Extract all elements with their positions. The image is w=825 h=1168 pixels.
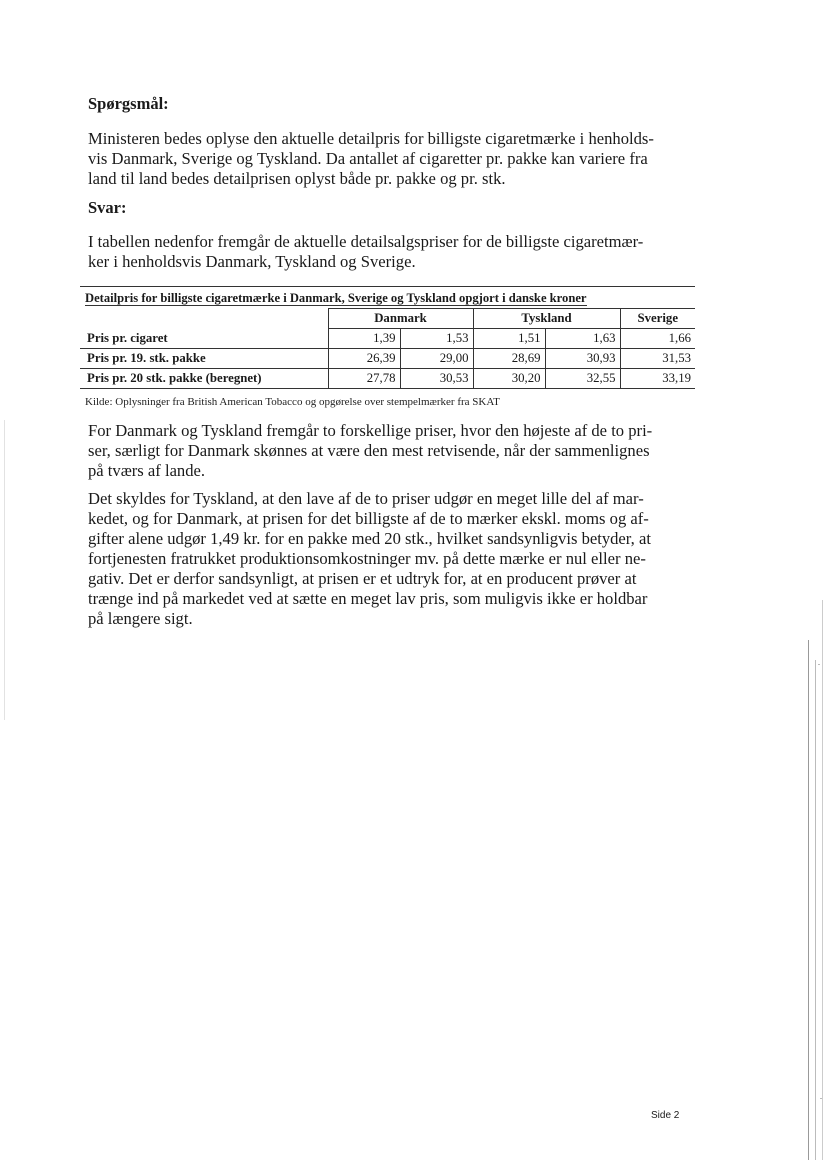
table-cell: 1,53 xyxy=(400,329,473,349)
answer-heading: Svar: xyxy=(88,198,127,217)
table-cell: 30,93 xyxy=(545,349,620,369)
table-cell: 30,20 xyxy=(473,369,545,389)
scan-edge-line xyxy=(822,600,823,1160)
table-cell: 33,19 xyxy=(620,369,695,389)
table-row xyxy=(80,329,695,349)
paragraph-line: på længere sigt. xyxy=(88,609,193,628)
scan-speck xyxy=(4,420,5,720)
table-header-row xyxy=(80,309,695,329)
table-title: Detailpris for billigste cigaretmærke i Danmark, Sverige og Tyskland opgjort i danske kroner xyxy=(85,291,587,305)
answer-intro-line: I tabellen nedenfor fremgår de aktuelle detailsalgspriser for de billigste cigaretmær- xyxy=(88,232,644,251)
question-line: vis Danmark, Sverige og Tyskland. Da antallet af cigaretter pr. pakke kan variere fra xyxy=(88,149,648,168)
price-table-grid xyxy=(80,308,695,389)
table-header-blank xyxy=(80,309,328,329)
table-cell: 27,78 xyxy=(328,369,400,389)
answer-intro-line: ker i henholdsvis Danmark, Tyskland og Sverige. xyxy=(88,252,416,271)
paragraph-2 xyxy=(88,489,688,629)
answer-intro xyxy=(88,232,688,272)
scan-speck xyxy=(820,1098,822,1099)
table-row xyxy=(80,369,695,389)
table-cell: 29,00 xyxy=(400,349,473,369)
question-line: land til land bedes detailprisen oplyst både pr. pakke og pr. stk. xyxy=(88,169,506,188)
question-text xyxy=(88,129,688,189)
page-number: Side 2 xyxy=(651,1110,680,1121)
paragraph-line: gativ. Det er derfor sandsynligt, at prisen er et udtryk for, at en producent prøver at xyxy=(88,569,637,588)
question-heading: Spørgsmål: xyxy=(88,94,169,113)
table-top-rule xyxy=(80,286,695,287)
scan-speck xyxy=(818,664,820,665)
table-cell: 1,63 xyxy=(545,329,620,349)
paragraph-line: trænge ind på markedet ved at sætte en meget lav pris, som muligvis ikke er holdbar xyxy=(88,589,648,608)
paragraph-line: fortjenesten fratrukket produktionsomkostninger mv. på dette mærke er nul eller ne- xyxy=(88,549,646,568)
scan-edge-line xyxy=(808,640,809,1160)
table-cell: 1,39 xyxy=(328,329,400,349)
table-cell: 30,53 xyxy=(400,369,473,389)
paragraph-line: på tværs af lande. xyxy=(88,461,206,480)
paragraph-line: Det skyldes for Tyskland, at den lave af de to priser udgør en meget lille del af mar- xyxy=(88,489,644,508)
paragraph-line: kedet, og for Danmark, at prisen for det billigste af de to mærker ekskl. moms og af- xyxy=(88,509,649,528)
table-header-sverige: Sverige xyxy=(620,309,695,329)
table-cell: 28,69 xyxy=(473,349,545,369)
scan-edge-line xyxy=(815,660,816,1160)
table-header-danmark: Danmark xyxy=(328,309,473,329)
paragraph-1 xyxy=(88,421,688,481)
row-label: Pris pr. 20 stk. pakke (beregnet) xyxy=(80,369,328,389)
question-line: Ministeren bedes oplyse den aktuelle detailpris for billigste cigaretmærke i henholds- xyxy=(88,129,654,148)
table-cell: 32,55 xyxy=(545,369,620,389)
row-label: Pris pr. 19. stk. pakke xyxy=(80,349,328,369)
table-cell: 1,51 xyxy=(473,329,545,349)
paragraph-line: ser, særligt for Danmark skønnes at være den mest retvisende, når der sammenlignes xyxy=(88,441,650,460)
table-source-note: Kilde: Oplysninger fra British American Tobacco og opgørelse over stempelmærker fra SKAT xyxy=(85,396,500,408)
row-label: Pris pr. cigaret xyxy=(80,329,328,349)
table-header-tyskland: Tyskland xyxy=(473,309,620,329)
table-cell: 31,53 xyxy=(620,349,695,369)
table-row xyxy=(80,349,695,369)
table-cell: 26,39 xyxy=(328,349,400,369)
paragraph-line: For Danmark og Tyskland fremgår to forskellige priser, hvor den højeste af de to pri- xyxy=(88,421,653,440)
table-cell: 1,66 xyxy=(620,329,695,349)
paragraph-line: gifter alene udgør 1,49 kr. for en pakke med 20 stk., hvilket sandsynligvis betyder, at xyxy=(88,529,651,548)
